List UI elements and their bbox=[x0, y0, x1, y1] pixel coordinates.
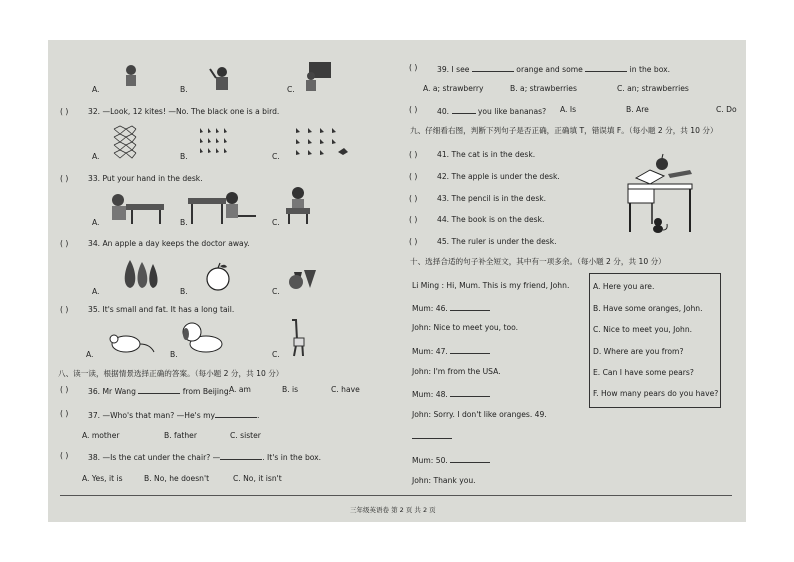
opt-c-label: C. bbox=[287, 85, 295, 94]
q35-paren[interactable]: ( ) bbox=[60, 305, 69, 314]
q33-a-label: A. bbox=[92, 218, 100, 227]
q40-paren[interactable]: ( ) bbox=[409, 105, 418, 114]
q37-blank[interactable] bbox=[215, 409, 257, 418]
q39-option-b: B. a; strawberries bbox=[510, 84, 577, 93]
q46-blank[interactable] bbox=[450, 302, 490, 311]
q37-option-c: C. sister bbox=[230, 431, 261, 440]
footer-divider bbox=[60, 495, 732, 496]
q43-paren[interactable]: ( ) bbox=[409, 194, 418, 203]
section8-title: 八、读一读，根据情景选择正确的答案。（每小题 2 分，共 10 分） bbox=[58, 369, 284, 378]
answer-options-box bbox=[589, 273, 721, 408]
dialog-line-7: John: Sorry. I don't like oranges. 49. bbox=[412, 410, 547, 419]
q47-blank[interactable] bbox=[450, 345, 490, 354]
dialog-line-5: John: I'm from the USA. bbox=[412, 367, 501, 376]
q42-text: 42. The apple is under the desk. bbox=[437, 172, 560, 181]
page-footer: 三年级英语卷 第 2 页 共 2 页 bbox=[350, 506, 436, 514]
child-at-desk-picture bbox=[284, 186, 312, 226]
q36-paren[interactable]: ( ) bbox=[60, 385, 69, 394]
dialog-line-1: Li Ming : Hi, Mum. This is my friend, John. bbox=[412, 281, 570, 290]
q39-option-a: A. a; strawberry bbox=[423, 84, 484, 93]
option-b: B. Have some oranges, John. bbox=[593, 304, 703, 313]
girl-picture bbox=[118, 62, 144, 88]
dialog-line-2: Mum: 46. bbox=[412, 302, 490, 314]
q34-text: 34. An apple a day keeps the doctor away. bbox=[88, 239, 250, 248]
q37-option-a: A. mother bbox=[82, 431, 120, 440]
q45-text: 45. The ruler is under the desk. bbox=[437, 237, 557, 246]
q44-paren[interactable]: ( ) bbox=[409, 215, 418, 224]
q40-option-c: C. Do bbox=[716, 105, 737, 114]
q32-c-label: C. bbox=[272, 152, 280, 161]
option-d: D. Where are you from? bbox=[593, 347, 684, 356]
option-a: A. Here you are. bbox=[593, 282, 655, 291]
q35-a-label: A. bbox=[86, 350, 94, 359]
q41-text: 41. The cat is in the desk. bbox=[437, 150, 536, 159]
q38-option-a: A. Yes, it is bbox=[82, 474, 123, 483]
dialog-line-3: John: Nice to meet you, too. bbox=[412, 323, 519, 332]
kites-group-b-picture bbox=[198, 126, 234, 156]
q37-paren[interactable]: ( ) bbox=[60, 409, 69, 418]
q39-option-c: C. an; strawberries bbox=[617, 84, 689, 93]
option-c: C. Nice to meet you, John. bbox=[593, 325, 693, 334]
q32-paren[interactable]: ( ) bbox=[60, 107, 69, 116]
q39-text: 39. I see orange and some in the box. bbox=[437, 65, 671, 74]
child-hand-in-desk-picture bbox=[104, 192, 166, 226]
option-f: F. How many pears do you have? bbox=[593, 389, 719, 398]
q39-paren[interactable]: ( ) bbox=[409, 63, 418, 72]
dog-picture bbox=[178, 320, 228, 356]
q48-blank[interactable] bbox=[450, 388, 490, 397]
option-e: E. Can I have some pears? bbox=[593, 368, 694, 377]
dialog-line-4: Mum: 47. bbox=[412, 345, 490, 357]
teacher-blackboard-picture bbox=[303, 60, 333, 92]
section10-title: 十、选择合适的句子补全短文，其中有一项多余。（每小题 2 分，共 10 分） bbox=[410, 257, 666, 266]
q41-paren[interactable]: ( ) bbox=[409, 150, 418, 159]
dialog-line-6: Mum: 48. bbox=[412, 388, 490, 400]
kites-and-bird-picture bbox=[294, 126, 350, 158]
q33-b-label: B. bbox=[180, 218, 188, 227]
q40-option-b: B. Are bbox=[626, 105, 649, 114]
q42-paren[interactable]: ( ) bbox=[409, 172, 418, 181]
q35-c-label: C. bbox=[272, 350, 280, 359]
q32-text: 32. —Look, 12 kites! —No. The black one is a bird. bbox=[88, 107, 280, 116]
q36-option-b: B. is bbox=[282, 385, 299, 394]
section9-title: 九、仔细看右图，判断下列句子是否正确，正确填 T，错误填 F。（每小题 2 分，共 10 分） bbox=[410, 126, 718, 135]
q36-option-c: C. have bbox=[331, 385, 360, 394]
q33-text: 33. Put your hand in the desk. bbox=[88, 174, 203, 183]
q43-text: 43. The pencil is in the desk. bbox=[437, 194, 547, 203]
pears-picture bbox=[120, 256, 162, 292]
q36-blank[interactable] bbox=[138, 385, 180, 394]
q37-text: 37. —Who's that man? —He's my . bbox=[88, 411, 260, 420]
q32-b-label: B. bbox=[180, 152, 188, 161]
q33-paren[interactable]: ( ) bbox=[60, 174, 69, 183]
q37-option-b: B. father bbox=[164, 431, 197, 440]
q38-option-b: B. No, he doesn't bbox=[144, 474, 210, 483]
boy-waving-picture bbox=[208, 64, 236, 92]
q33-c-label: C. bbox=[272, 218, 280, 227]
q36-option-a: A. am bbox=[229, 385, 251, 394]
giraffe-picture bbox=[286, 318, 308, 358]
q38-blank[interactable] bbox=[220, 451, 262, 460]
q50-blank[interactable] bbox=[450, 454, 490, 463]
q34-b-label: B. bbox=[180, 287, 188, 296]
dialog-line-10: John: Thank you. bbox=[412, 476, 476, 485]
q35-b-label: B. bbox=[170, 350, 178, 359]
q40-text: 40. you like bananas? bbox=[437, 107, 547, 116]
q32-a-label: A. bbox=[92, 152, 100, 161]
q45-paren[interactable]: ( ) bbox=[409, 237, 418, 246]
q36-text: 36. Mr Wang from Beijing. bbox=[88, 387, 232, 396]
mouse-picture bbox=[104, 330, 156, 356]
q34-paren[interactable]: ( ) bbox=[60, 239, 69, 248]
q40-option-a: A. Is bbox=[560, 105, 577, 114]
q40-blank[interactable] bbox=[452, 105, 476, 114]
q38-paren[interactable]: ( ) bbox=[60, 451, 69, 460]
q38-text: 38. —Is the cat under the chair? — . It's in the box. bbox=[88, 453, 322, 462]
strawberries-picture bbox=[286, 262, 322, 294]
q44-text: 44. The book is on the desk. bbox=[437, 215, 545, 224]
q34-c-label: C. bbox=[272, 287, 280, 296]
q35-text: 35. It's small and fat. It has a long tail. bbox=[88, 305, 235, 314]
q38-option-c: C. No, it isn't bbox=[233, 474, 282, 483]
kites-net-picture bbox=[112, 125, 138, 159]
q34-a-label: A. bbox=[92, 287, 100, 296]
q39-blank-1[interactable] bbox=[472, 63, 514, 72]
opt-b-label: B. bbox=[180, 85, 188, 94]
q39-blank-2[interactable] bbox=[585, 63, 627, 72]
opt-a-label: A. bbox=[92, 85, 100, 94]
apple-picture bbox=[204, 262, 232, 292]
q49-blank-line[interactable] bbox=[412, 430, 452, 442]
child-under-desk-picture bbox=[186, 190, 258, 226]
dialog-line-9: Mum: 50. bbox=[412, 454, 490, 466]
desk-scene-picture bbox=[624, 148, 696, 236]
